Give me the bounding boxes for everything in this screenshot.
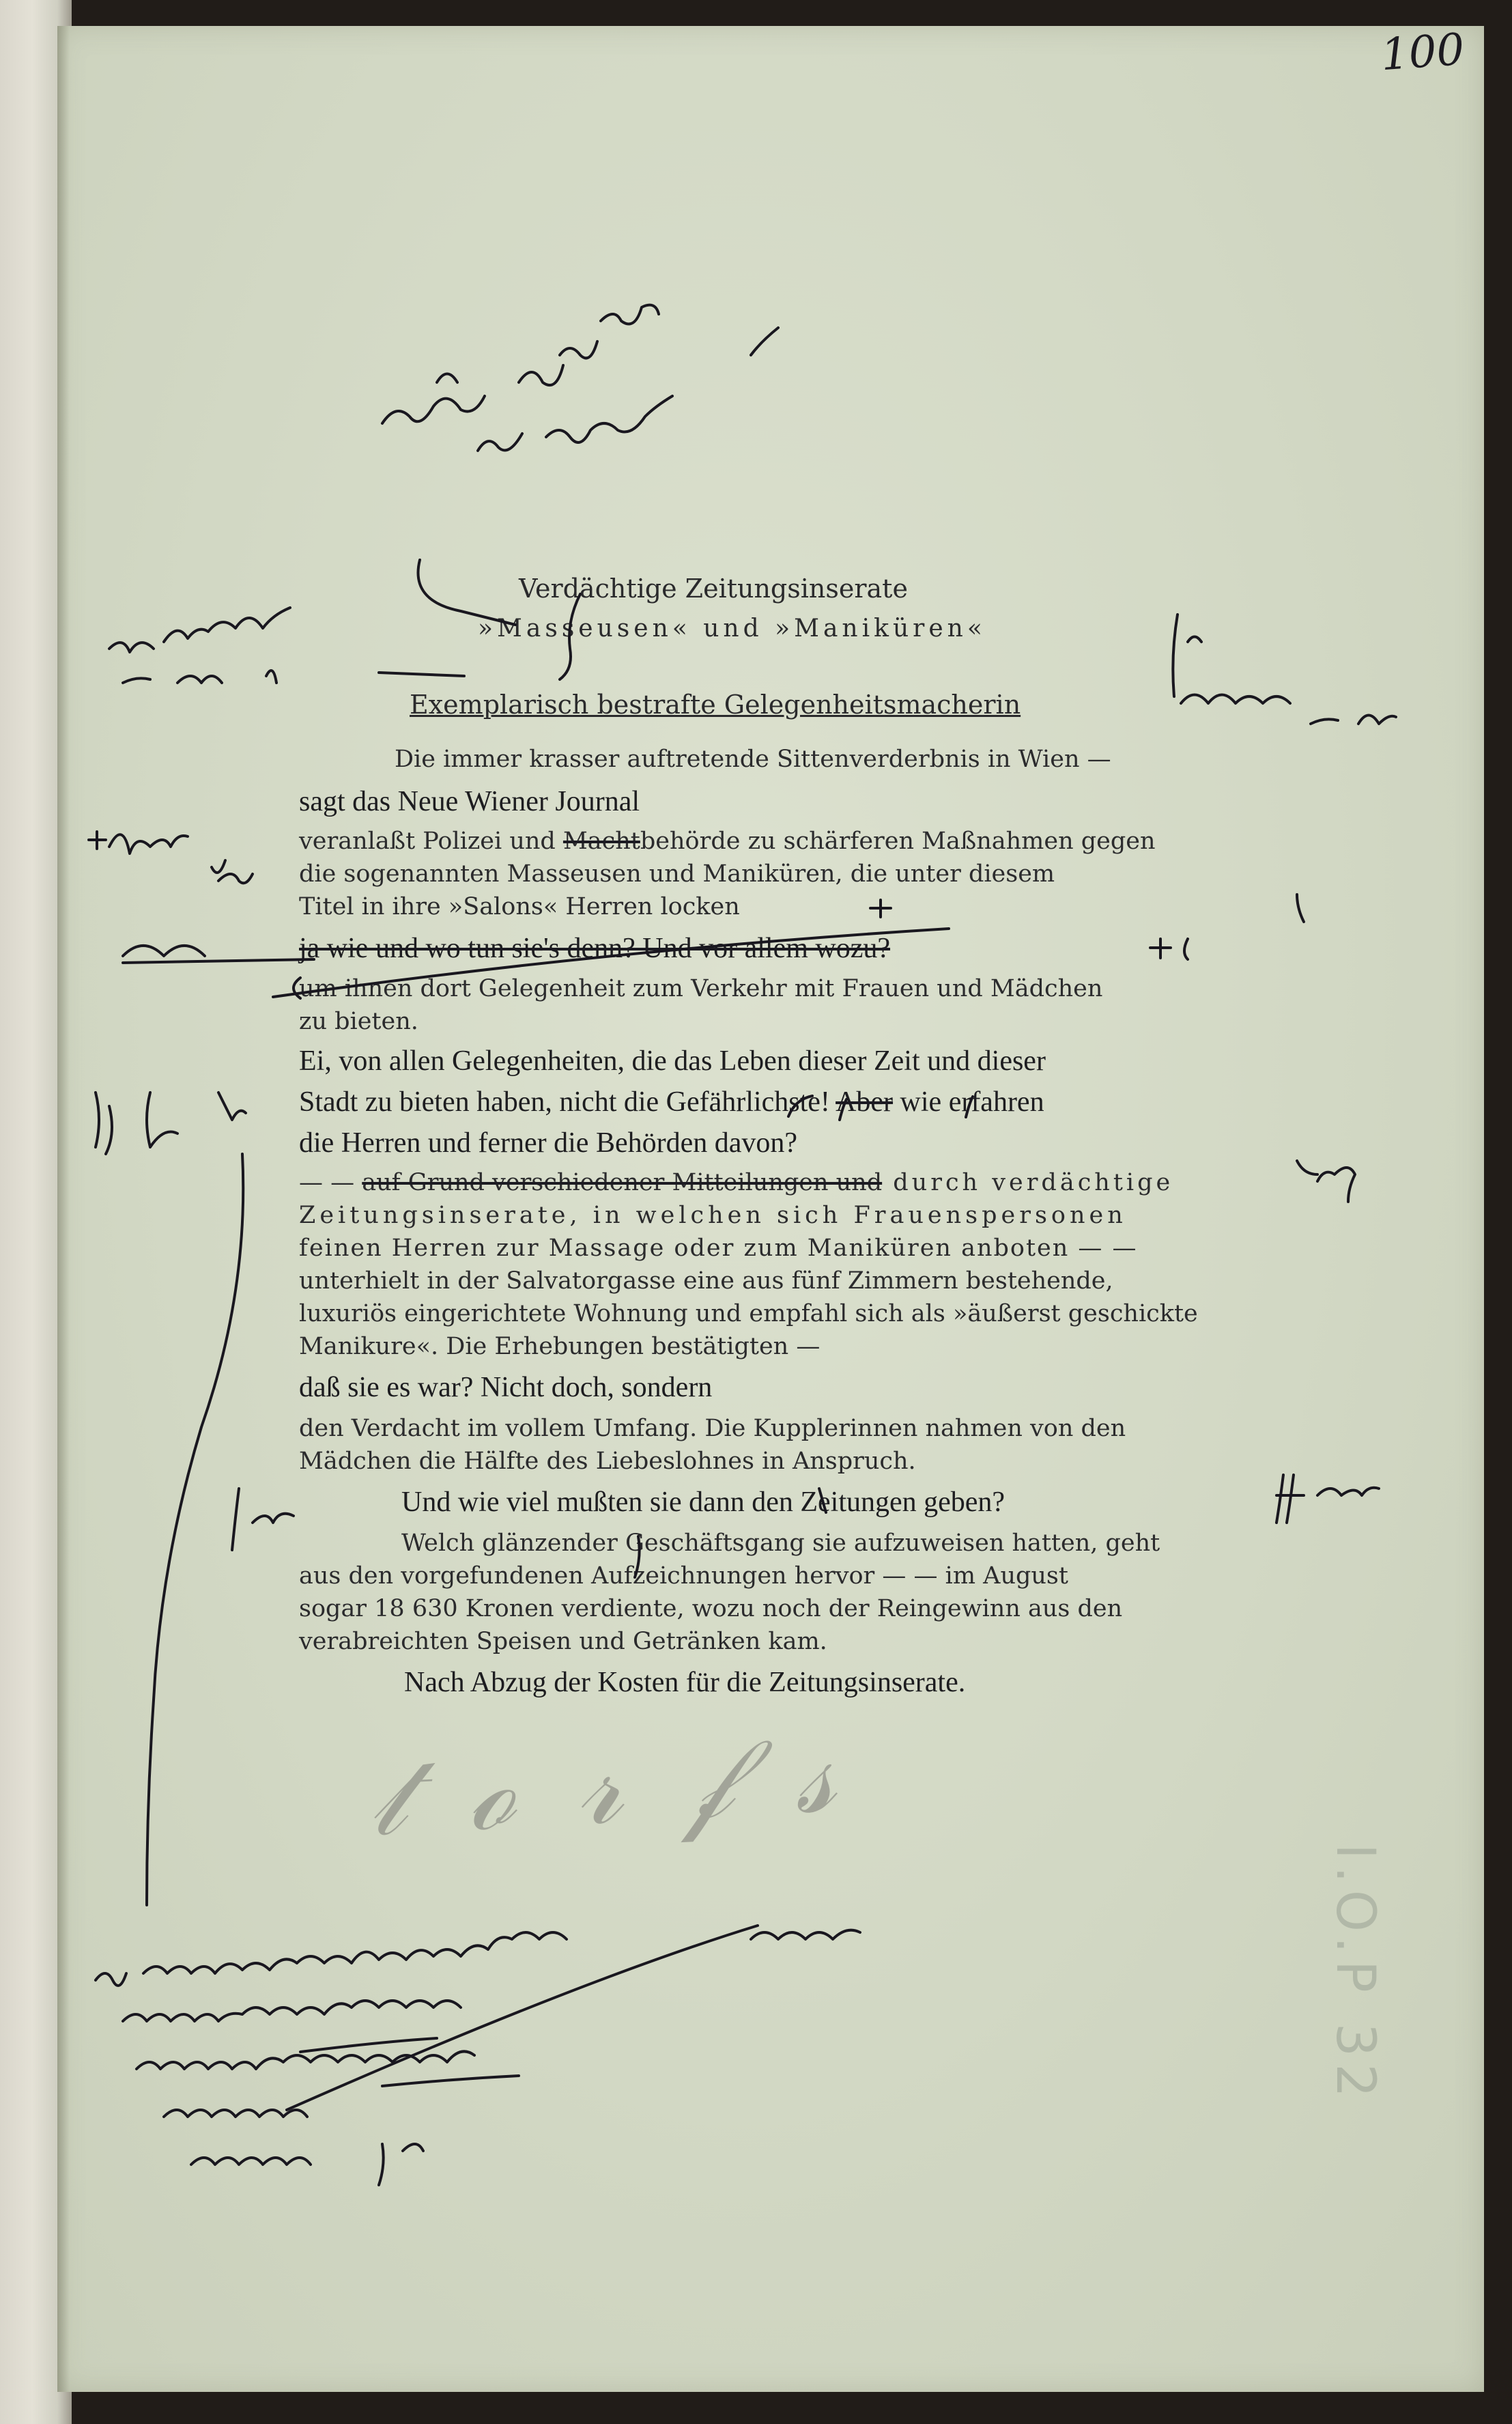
body-line-12-end: durch verdächtige (882, 1169, 1174, 1196)
body-line-10-start: Stadt zu bieten haben, nicht die Gefährlichste! (299, 1086, 836, 1118)
pencil-scrawl: 𝓉 ℴ 𝓇 𝒻 𝓈 (365, 1708, 852, 1861)
body-line-10-end: wie erfahren (893, 1086, 1044, 1118)
paper-fold-shadow (57, 26, 70, 2392)
body-line-11: die Herren und ferner die Behörden davon? (299, 1127, 798, 1159)
body-line-12-struck: auf Grund verschiedener Mitteilungen und (362, 1169, 883, 1196)
body-line-26: Nach Abzug der Kosten für die Zeitungsinserate. (404, 1667, 966, 1698)
body-line-21: Und wie viel mußten sie dann den Zeitungen geben? (401, 1486, 1005, 1518)
body-line-10-struck: Aber (836, 1086, 894, 1118)
body-line-09: Ei, von allen Gelegenheiten, die das Leben dieser Zeit und dieser (299, 1045, 1046, 1077)
headline-title: Verdächtige Zeitungsinserate (519, 574, 908, 604)
body-line-04: die sogenannten Masseusen und Maniküren, die unter diesem (299, 860, 1055, 888)
body-line-19: den Verdacht im vollem Umfang. Die Kupplerinnen nahmen von den (299, 1415, 1126, 1442)
body-line-05: Titel in ihre »Salons« Herren locken (299, 893, 740, 920)
body-line-24: sogar 18 630 Kronen verdiente, wozu noch der Reingewinn aus den (299, 1595, 1123, 1622)
folio-number: 100 (1379, 24, 1466, 81)
body-line-08: zu bieten. (299, 1008, 418, 1035)
body-line-02: sagt das Neue Wiener Journal (299, 786, 640, 817)
body-line-03-end: behörde zu schärferen Maßnahmen gegen (640, 828, 1156, 855)
body-line-17: Manikure«. Die Erhebungen bestätigten — (299, 1333, 821, 1360)
body-line-23: aus den vorgefundenen Aufzeichnungen hervor — — im August (299, 1562, 1068, 1590)
body-line-13: Zeitungsinserate, in welchen sich Frauenspersonen (299, 1202, 1127, 1229)
body-line-18: daß sie es war? Nicht doch, sondern (299, 1372, 713, 1403)
headline-subtitle: »Masseusen« und »Maniküren« (478, 615, 986, 643)
faint-stamp: I.O.P 32 (1324, 1844, 1386, 2104)
body-line-12 (299, 1169, 1173, 1196)
body-line-03-start: veranlaßt Polizei und (299, 828, 563, 855)
body-line-03-struck: Macht (562, 828, 640, 855)
body-line-15: unterhielt in der Salvatorgasse eine aus fünf Zimmern bestehende, (299, 1267, 1113, 1295)
body-line-03 (299, 828, 1156, 855)
body-line-06-struck: ja wie und wo tun sie's denn? Und vor allem wozu? (299, 933, 891, 964)
body-line-12-start: — — (299, 1169, 362, 1196)
body-line-14: feinen Herren zur Massage oder zum Maniküren anboten — — (299, 1235, 1138, 1262)
body-line-20: Mädchen die Hälfte des Liebeslohnes in Anspruch. (299, 1448, 916, 1475)
body-line-01: Die immer krasser auftretende Sittenverderbnis in Wien — (395, 746, 1111, 773)
body-line-22: Welch glänzender Geschäftsgang sie aufzuweisen hatten, geht (401, 1530, 1160, 1557)
headline-subtitle-2: Exemplarisch bestrafte Gelegenheitsmacherin (410, 690, 1021, 720)
body-line-07: um ihnen dort Gelegenheit zum Verkehr mit Frauen und Mädchen (299, 975, 1103, 1002)
body-line-16: luxuriös eingerichtete Wohnung und empfahl sich als »äußerst geschickte (299, 1300, 1198, 1327)
body-line-10 (299, 1086, 1044, 1118)
body-line-25: verabreichten Speisen und Getränken kam. (299, 1628, 827, 1655)
